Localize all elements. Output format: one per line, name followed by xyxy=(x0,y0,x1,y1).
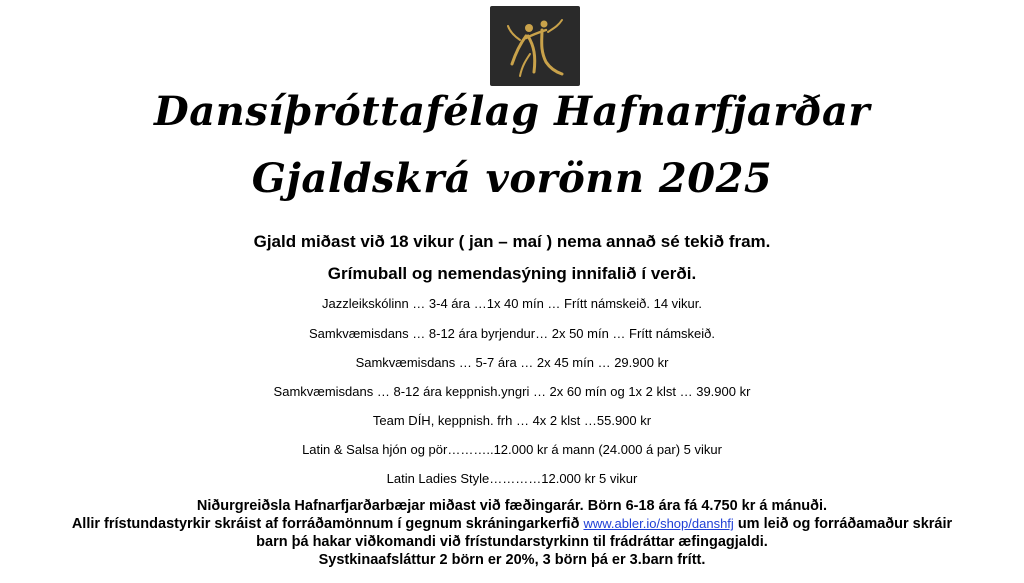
registration-text xyxy=(0,516,1024,532)
dancing-couple-icon xyxy=(490,6,580,86)
intro-text: Gjald miðast við 18 vikur ( jan – maí ) nema annað sé tekið fram. xyxy=(253,232,771,251)
registration-link[interactable]: www.abler.io/shop/danshfj xyxy=(583,516,734,531)
price-line: Latin & Salsa hjón og pör………..12.000 kr á mann (24.000 á par) 5 vikur xyxy=(302,442,722,457)
subsidy-text: Niðurgreiðsla Hafnarfjarðarbæjar miðast við fæðingarár. Börn 6-18 ára fá 4.750 kr á mánuði. xyxy=(196,498,828,514)
price-line: Latin Ladies Style…………12.000 kr 5 vikur xyxy=(386,471,638,486)
club-logo xyxy=(490,6,580,86)
price-list-heading: Gjaldskrá vorönn 2025 xyxy=(251,155,773,202)
price-line: Samkvæmisdans … 5-7 ára … 2x 45 mín … 29.900 kr xyxy=(355,355,669,370)
price-line: Jazzleikskólinn … 3-4 ára …1x 40 mín … Frítt námskeið. 14 vikur. xyxy=(321,296,703,311)
price-line: Samkvæmisdans … 8-12 ára byrjendur… 2x 50 mín … Frítt námskeið. xyxy=(308,326,716,341)
included-text: Grímuball og nemendasýning innifalið í verði. xyxy=(327,264,697,283)
registration-text-after: um leið og forráðamaður skráir xyxy=(737,516,953,532)
club-name-heading: Dansíþróttafélag Hafnarfjarðar xyxy=(154,88,870,135)
sibling-discount-text: Systkinaafsláttur 2 börn er 20%, 3 börn þá er 3.barn frítt. xyxy=(318,552,706,568)
price-line: Samkvæmisdans … 8-12 ára keppnish.yngri … 2x 60 mín og 1x 2 klst … 39.900 kr xyxy=(273,384,751,399)
registration-text-before: Allir frístundastyrkir skráist af forráðamönnum í gegnum skráningarkerfið xyxy=(71,516,580,532)
grant-text: barn þá hakar viðkomandi við frístundarstyrkinn til frádráttar æfingagjaldi. xyxy=(256,534,768,550)
price-line: Team DÍH, keppnish. frh … 4x 2 klst …55.900 kr xyxy=(372,413,652,428)
